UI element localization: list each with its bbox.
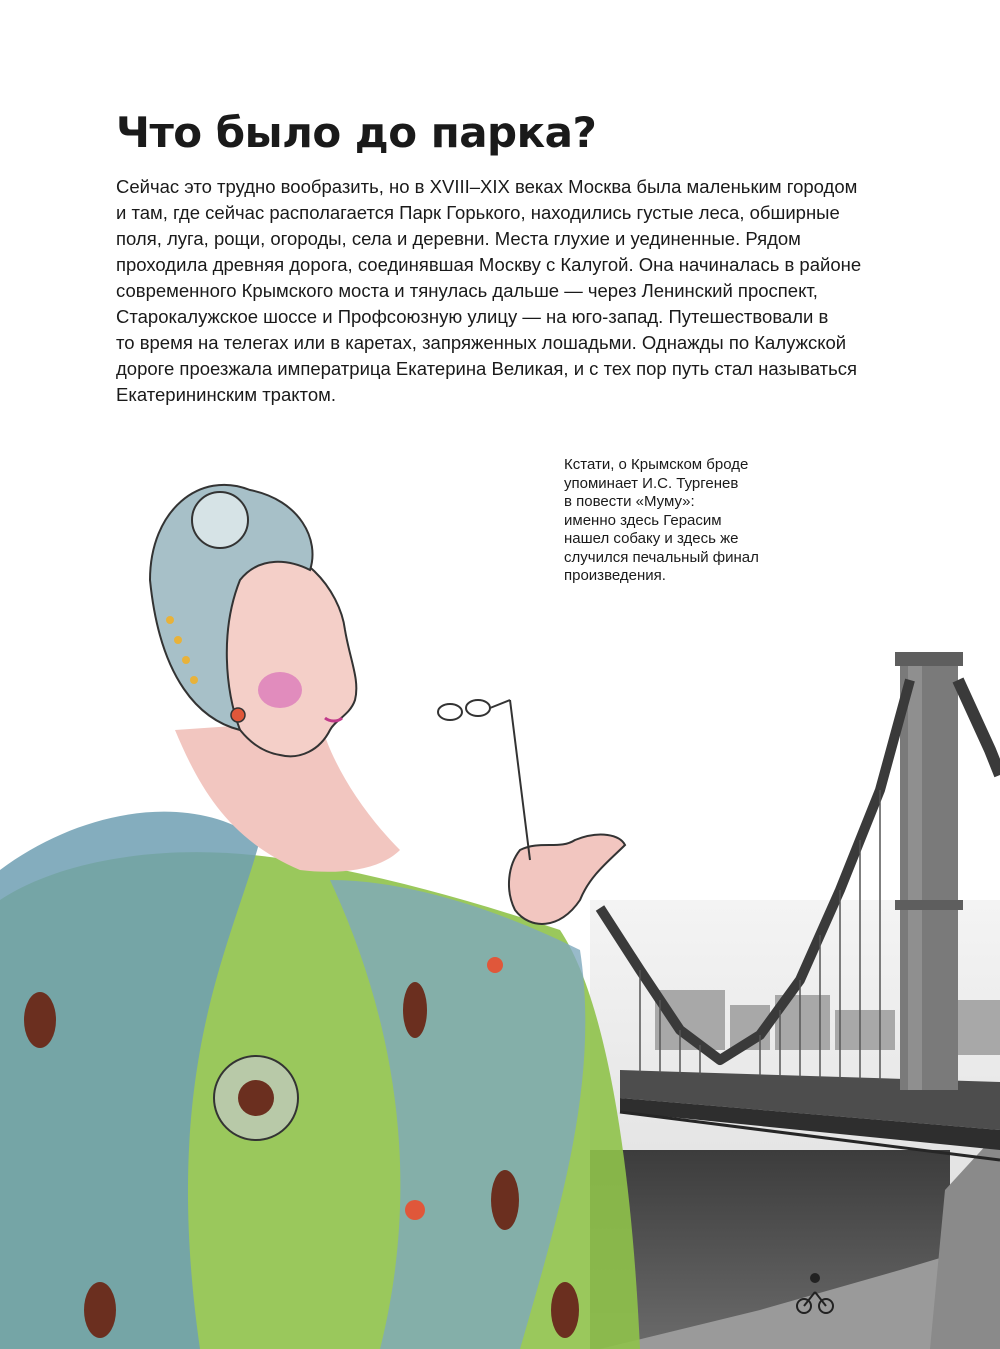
sidenote-line: в повести «Муму»: [564, 493, 695, 510]
catherine-illustration [0, 485, 640, 1349]
brooch [214, 1056, 298, 1140]
intro-paragraph [116, 174, 916, 408]
sidenote-line: Кстати, о Крымском броде [564, 456, 749, 473]
cheek-blush [258, 672, 302, 708]
intro-line: проходила древняя дорога, соединявшая Москву с Калугой. Она начиналась в районе [116, 254, 862, 275]
bridge-tower [895, 652, 963, 1090]
bridge-photo [590, 652, 1000, 1349]
intro-line: поля, луга, рощи, огороды, села и деревни. Места глухие и уединенные. Рядом [116, 228, 801, 249]
sidenote-line: нашел собаку и здесь же [564, 530, 739, 547]
sidenote-line: упоминает И.С. Тургенев [564, 474, 739, 492]
intro-line: то время на телегах или в каретах, запряженных лошадьми. Однажды по Калужской [116, 332, 847, 353]
intro-line: Екатерининским трактом. [116, 384, 336, 405]
intro-line: и там, где сейчас располагается Парк Горького, находились густые леса, обширные [116, 202, 840, 223]
page-title: Что было до парка? [116, 108, 597, 157]
illustration [0, 430, 1000, 1349]
earring [231, 708, 245, 722]
intro-line: современного Крымского моста и тянулась дальше — через Ленинский проспект, [116, 280, 818, 301]
intro-line: Сейчас это трудно вообразить, но в XVIII–XIX веках Москва была маленьким городом [116, 176, 858, 197]
intro-line: дороге проезжала императрица Екатерина Великая, и с тех пор путь стал называться [116, 358, 858, 379]
intro-line: Старокалужское шоссе и Профсоюзную улицу — на юго-запад. Путешествовали в [116, 306, 829, 327]
sidenote-line: именно здесь Герасим [564, 511, 722, 529]
sidenote-line: произведения. [564, 567, 666, 584]
lorgnette [438, 700, 530, 860]
sidenote-line: случился печальный финал [564, 548, 759, 566]
